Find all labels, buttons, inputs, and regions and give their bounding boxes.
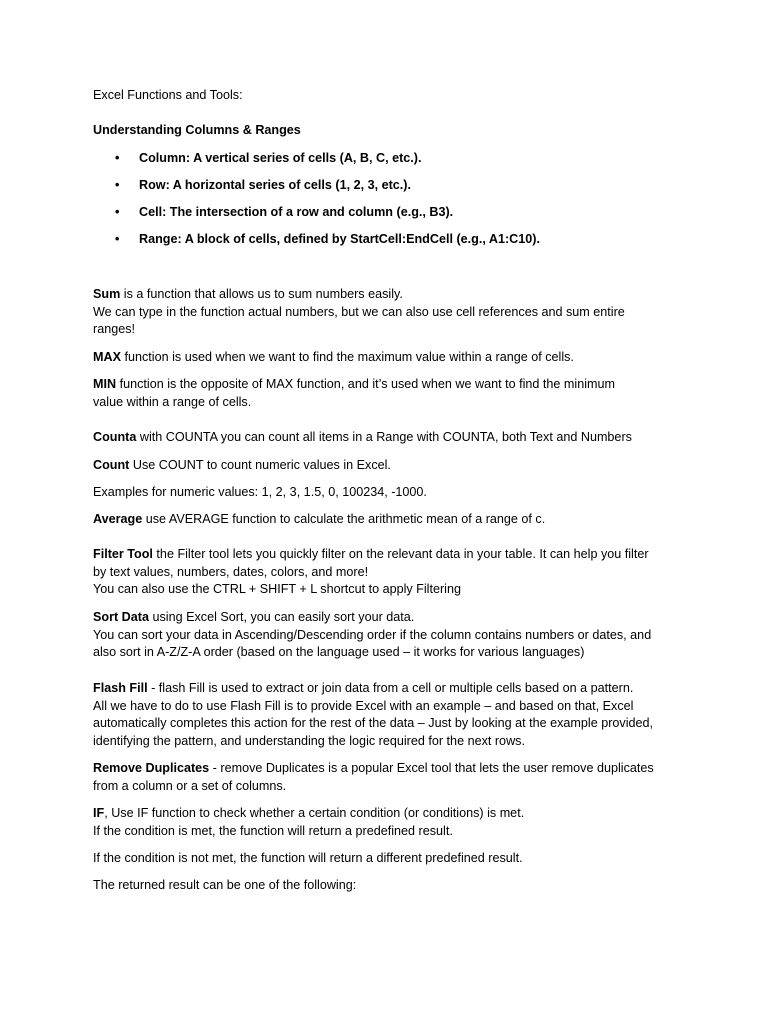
- term-sort: Sort Data: [93, 610, 149, 624]
- if-not-text: If the condition is not met, the function will return a different predefined result.: [93, 851, 523, 865]
- average-line-1: use AVERAGE function to calculate the arithmetic mean of a range of c.: [142, 512, 546, 526]
- term-counta: Counta: [93, 430, 137, 444]
- paragraph-if-not: [93, 850, 683, 868]
- sort-line-1: using Excel Sort, you can easily sort your data.: [148, 610, 415, 624]
- flash-line-1: - flash Fill is used to extract or join data from a cell or multiple cells based on a pattern.: [147, 681, 634, 695]
- term-max: MAX: [93, 350, 121, 364]
- dup-line-2: from a column or a set of columns.: [93, 778, 287, 793]
- title-text: Excel Functions and Tools:: [93, 88, 243, 102]
- term-remove-duplicates: Remove Duplicates: [93, 761, 210, 775]
- sort-line-2: You can sort your data in Ascending/Descending order if the column contains numbers or dates, and: [93, 627, 652, 642]
- paragraph-average: [93, 511, 683, 529]
- sum-line-1: is a function that allows us to sum numbers easily.: [120, 287, 403, 301]
- if-line-2: If the condition is met, the function will return a predefined result.: [93, 823, 453, 838]
- sort-line-3: also sort in A-Z/Z-A order (based on the language used – it works for various languages): [93, 645, 585, 660]
- section-heading-text: Understanding Columns & Ranges: [93, 123, 301, 137]
- paragraph-remove-duplicates: [93, 760, 683, 795]
- term-sum: Sum: [93, 287, 121, 301]
- if-line-1: , Use IF function to check whether a certain condition (or conditions) is met.: [104, 806, 525, 820]
- bullet-text: Column: A vertical series of cells (A, B, C, etc.).: [139, 151, 422, 165]
- term-filter: Filter Tool: [93, 547, 153, 561]
- paragraph-sum: [93, 286, 683, 339]
- bullet-text: Cell: The intersection of a row and column (e.g., B3).: [139, 205, 454, 219]
- paragraph-examples: [93, 484, 683, 502]
- filter-line-3: You can also use the CTRL + SHIFT + L shortcut to apply Filtering: [93, 582, 461, 597]
- paragraph-counta: [93, 429, 683, 447]
- term-min: MIN: [93, 377, 117, 391]
- returned-text: The returned result can be one of the following:: [93, 878, 357, 892]
- sum-line-3: ranges!: [93, 322, 136, 337]
- paragraph-filter: [93, 546, 683, 599]
- term-flash-fill: Flash Fill: [93, 681, 148, 695]
- examples-text: Examples for numeric values: 1, 2, 3, 1.5, 0, 100234, -1000.: [93, 485, 427, 499]
- bullet-icon: •: [115, 205, 120, 219]
- paragraph-if: [93, 805, 683, 840]
- term-average: Average: [93, 512, 143, 526]
- flash-line-4: identifying the pattern, and understanding the logic required for the next rows.: [93, 733, 525, 748]
- bullet-icon: •: [115, 178, 120, 192]
- section-heading: [93, 122, 683, 140]
- bullet-text: Range: A block of cells, defined by StartCell:EndCell (e.g., A1:C10).: [139, 232, 540, 246]
- counta-line-1: with COUNTA you can count all items in a Range with COUNTA, both Text and Numbers: [136, 430, 632, 444]
- count-line-1: Use COUNT to count numeric values in Excel.: [129, 458, 391, 472]
- flash-line-2: All we have to do to use Flash Fill is to provide Excel with an example – and based on that, Excel: [93, 698, 634, 713]
- filter-line-1: the Filter tool lets you quickly filter on the relevant data in your table. It can help you filter: [152, 547, 649, 561]
- flash-line-3: automatically completes this action for the rest of the data – Just by looking at the example provided,: [93, 716, 654, 731]
- min-line-1: function is the opposite of MAX function, and it’s used when we want to find the minimum: [116, 377, 615, 391]
- term-if: IF: [93, 806, 105, 820]
- dup-line-1: - remove Duplicates is a popular Excel tool that lets the user remove duplicates: [209, 761, 654, 775]
- paragraph-max: [93, 349, 683, 367]
- paragraph-sort: [93, 609, 683, 662]
- sum-line-2: We can type in the function actual numbers, but we can also use cell references and sum entire: [93, 304, 625, 319]
- paragraph-min: [93, 376, 683, 411]
- paragraph-count: [93, 457, 683, 475]
- bullet-icon: •: [115, 151, 120, 165]
- term-count: Count: [93, 458, 130, 472]
- filter-line-2: by text values, numbers, dates, colors, and more!: [93, 564, 369, 579]
- min-line-2: value within a range of cells.: [93, 394, 252, 409]
- bullet-text: Row: A horizontal series of cells (1, 2, 3, etc.).: [139, 178, 412, 192]
- document-title: [93, 87, 683, 105]
- paragraph-flash-fill: [93, 680, 683, 750]
- bullet-icon: •: [115, 232, 120, 246]
- paragraph-returned: [93, 877, 683, 895]
- max-line-1: function is used when we want to find the maximum value within a range of cells.: [121, 350, 574, 364]
